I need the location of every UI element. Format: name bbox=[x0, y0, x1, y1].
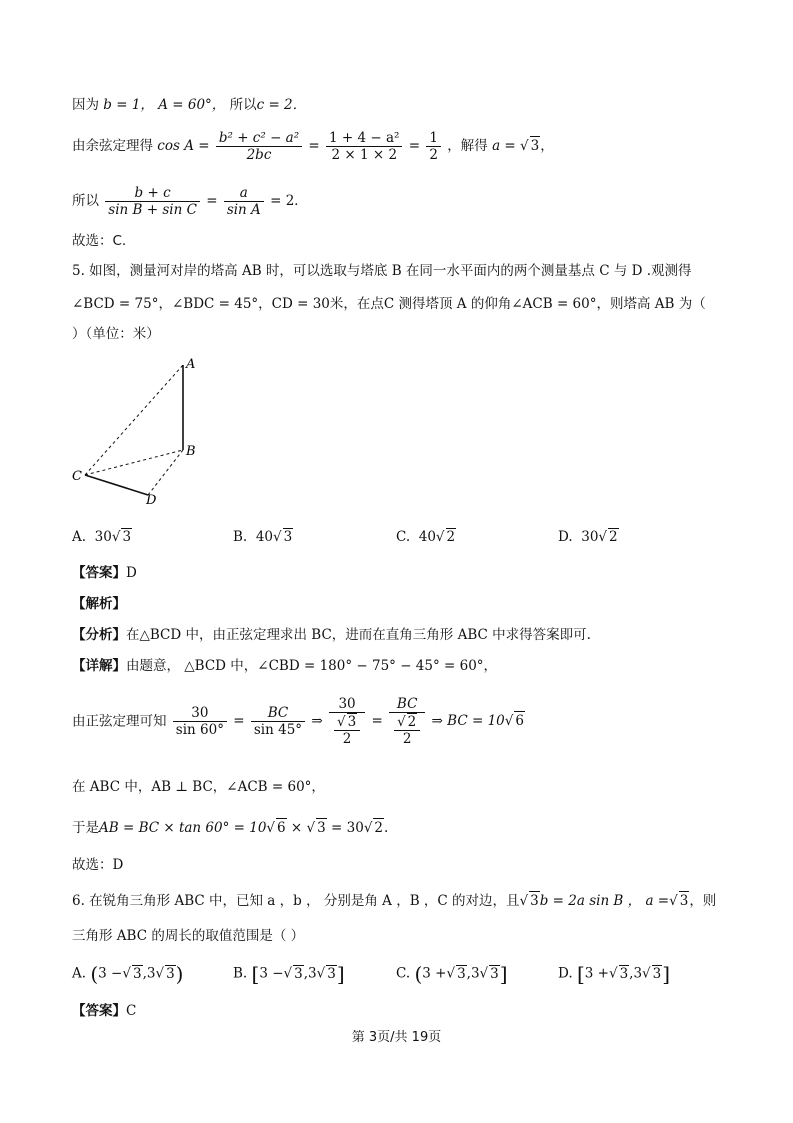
fraction: $\frac{30}{\frac{√ 3}{2}}$ bbox=[329, 696, 365, 747]
fraction: $\frac{1}{2}$ bbox=[426, 130, 441, 163]
tower-figure bbox=[70, 355, 210, 505]
q6-option-b: B. [3 −√ 3,3√ 3] bbox=[233, 962, 345, 986]
q6-option-d: D. [3 +√ 3,3√ 3] bbox=[558, 962, 671, 986]
solution-line-3: 所以 $\frac{b + c}{\text{sin B + sin C}}$ = $\frac{a}{\text{sin A}}$ = 2． bbox=[72, 185, 308, 218]
question-6-line-1: 6. 在锐角三角形 ABC 中，已知 a ，b ， 分别是角 A ，B ，C 的对边，且√ 3b = 2a sin B ， a =√ 3，则 bbox=[72, 893, 717, 909]
page-footer: 第 3页/共 19页 bbox=[351, 1030, 442, 1045]
solution-line-2: 由余弦定理得 cos A = $\frac{\text{b² + c² − a²}}{2bc}$ = $\frac{\text{1 + 4 − a²}}{2 \times 1 \times 2}$ = $\frac{1}{2}$ ，解得 a = √ 3， bbox=[72, 130, 554, 163]
segment-BD bbox=[148, 450, 183, 495]
fraction: $\frac{30}{\sin 60^\circ}$ bbox=[173, 705, 227, 738]
detail-tag: 【详解】 bbox=[72, 658, 126, 674]
fraction: $\frac{b + c}{\text{sin B + sin C}}$ bbox=[105, 185, 200, 218]
label-A: A bbox=[186, 357, 196, 372]
q5-option-c: C. 40√ 2 bbox=[396, 529, 456, 545]
height-result-line: 于是AB = BC × tan 60° = 10√ 6 × √ 3 = 30√ 2. bbox=[72, 820, 389, 836]
math: A = 60°， bbox=[158, 97, 226, 113]
fraction: $\frac{\text{1 + 4 − a²}}{2 \times 1 \times 2}$ bbox=[326, 130, 402, 163]
summary-tag: 【分析】 bbox=[72, 627, 126, 643]
analysis-tag: 【解析】 bbox=[72, 596, 126, 612]
math: b = 1， bbox=[103, 97, 154, 113]
fraction: $\frac{BC}{\frac{√ 2}{2}}$ bbox=[389, 696, 425, 747]
segment-CA bbox=[85, 365, 183, 475]
question-6-line-2: 三角形 ABC 的周长的取值范围是（ ） bbox=[72, 928, 305, 944]
law-of-sines-line: 由正弦定理可知 $\frac{30}{\sin 60^\circ}$ = $\frac{BC}{\sin 45^\circ}$ ⇒ $\frac{30}{\frac{√ 3}{2}}$ = $\frac{BC}{\frac{√ 2}{2}}$ ⇒ BC = 10√ 6 bbox=[72, 696, 524, 747]
text: 因为 bbox=[72, 97, 99, 113]
text: ， bbox=[540, 138, 554, 154]
segment-CB bbox=[85, 450, 183, 475]
label-C: C bbox=[72, 469, 82, 484]
label-B: B bbox=[186, 444, 196, 459]
text: 所以 bbox=[229, 97, 257, 113]
right-triangle-line: 在 ABC 中，AB ⊥ BC，∠ACB = 60°， bbox=[72, 779, 325, 795]
math: cos A = bbox=[157, 138, 210, 154]
summary-text: 在△BCD 中，由正弦定理求出 BC，进而在直角三角形 ABC 中求得答案即可. bbox=[126, 627, 591, 643]
answer-value: D bbox=[126, 565, 137, 581]
fraction: $\frac{a}{\text{sin A}}$ bbox=[224, 185, 264, 218]
q5-option-b: B. 40√ 3 bbox=[233, 529, 293, 545]
text: 所以 bbox=[72, 193, 99, 209]
q6-option-a: A. (3 −√ 3,3√ 3) bbox=[72, 962, 184, 986]
text: ，解得 bbox=[447, 138, 488, 154]
q5-option-d: D. 30√ 2 bbox=[558, 529, 618, 545]
math: c = 2． bbox=[256, 97, 307, 113]
text: 由余弦定理得 bbox=[72, 138, 153, 154]
math: a = bbox=[492, 138, 516, 154]
math: BC = 10 bbox=[447, 713, 505, 729]
fraction: $\frac{\text{b² + c² − a²}}{2bc}$ bbox=[216, 130, 302, 163]
solution-line-1 bbox=[72, 96, 306, 114]
answer-tag: 【答案】 bbox=[72, 1003, 126, 1019]
fraction: $\frac{BC}{\sin 45^\circ}$ bbox=[251, 705, 305, 738]
detail-text: 由题意， △BCD 中，∠CBD = 180° − 75° − 45° = 60°， bbox=[126, 658, 498, 674]
answer-6 bbox=[72, 1002, 136, 1020]
q5-option-a: A. 30√ 3 bbox=[72, 529, 132, 545]
math: = 2． bbox=[270, 193, 308, 209]
answer-tag: 【答案】 bbox=[72, 565, 126, 581]
text: 由正弦定理可知 bbox=[72, 713, 167, 730]
segment-CD bbox=[85, 475, 148, 495]
detailed-solution bbox=[72, 657, 497, 675]
choice-line-5: 故选：D bbox=[72, 857, 124, 873]
question-5-line-3: ）（单位：米） bbox=[72, 326, 160, 342]
question-5-line-2: ∠BCD = 75°，∠BDC = 45°，CD = 30米，在点C 测得塔顶 A 的仰角∠ACB = 60°，则塔高 AB 为（ bbox=[72, 296, 706, 312]
answer-value: C bbox=[126, 1003, 137, 1019]
label-D: D bbox=[146, 493, 157, 505]
question-5-line-1: 5. 如图，测量河对岸的塔高 AB 时，可以选取与塔底 B 在同一水平面内的两个测量基点 C 与 D .观测得 bbox=[72, 263, 692, 279]
radicand: 3 bbox=[530, 138, 540, 154]
radicand: 6 bbox=[515, 713, 524, 729]
q6-option-c: C. (3 +√ 3,3√ 3] bbox=[396, 962, 508, 986]
answer-5 bbox=[72, 564, 137, 582]
choice-line: 故选：C. bbox=[72, 233, 127, 249]
analysis-summary bbox=[72, 626, 591, 644]
